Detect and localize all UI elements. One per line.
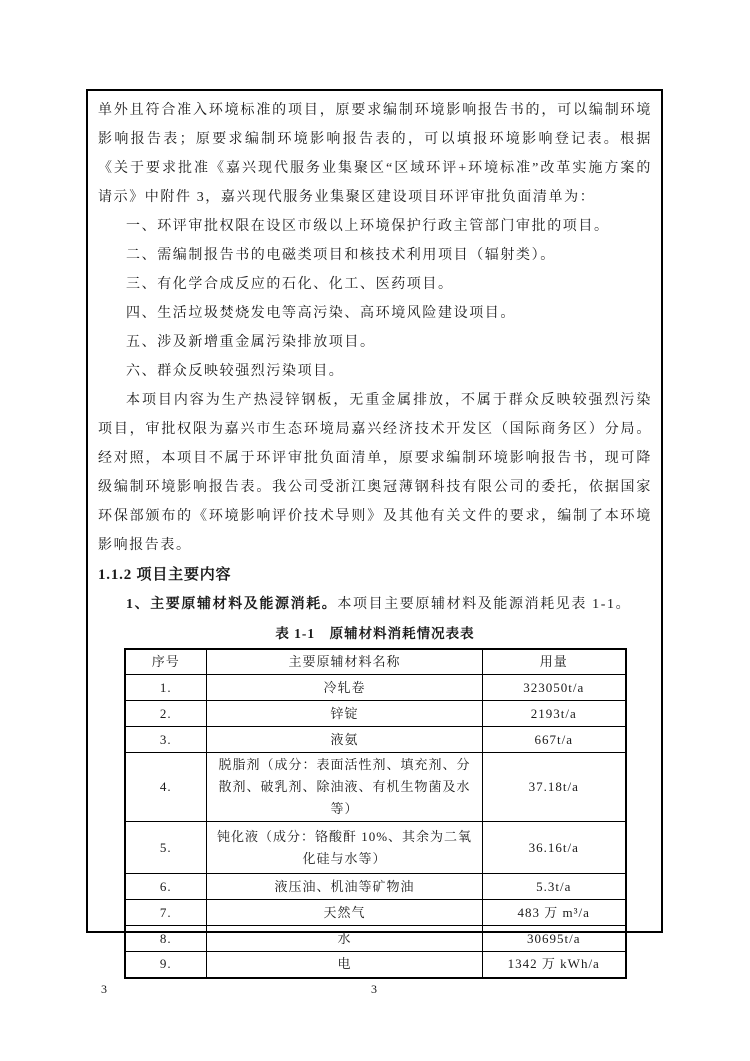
cell-amount: 5.3t/a <box>483 874 626 900</box>
header-cell-serial: 序号 <box>125 649 207 675</box>
cell-amount: 323050t/a <box>483 675 626 701</box>
cell-amount: 1342 万 kWh/a <box>483 952 626 978</box>
table-header-row <box>125 649 626 675</box>
cell-serial: 8. <box>125 926 207 952</box>
cell-material-name: 水 <box>207 926 483 952</box>
cell-material-name: 液氨 <box>207 727 483 753</box>
table-caption: 表 1-1 原辅材料消耗情况表表 <box>275 626 475 641</box>
header-cell-material-name: 主要原辅材料名称 <box>207 649 483 675</box>
page-number-left: 3 <box>101 982 107 996</box>
paragraph-project: 本项目内容为生产热浸锌钢板，无重金属排放，不属于群众反映较强烈污染项目，审批权限为嘉兴市生态环境局嘉兴经济技术开发区（国际商务区）分局。经对照，本项目不属于环评审批负面清单，原要求编制环境影响报告书，现可降级编制环境影响报告表。我公司受浙江奥冠薄钢科技有限公司的委托，依据国家环保部颁布的《环境影响评价技术导则》及其他有关文件的要求，编制了本环境影响报告表。 <box>98 393 652 553</box>
negative-list-item-1: 一、环评审批权限在设区市级以上环境保护行政主管部门审批的项目。 <box>126 219 610 234</box>
cell-serial: 5. <box>125 822 207 874</box>
table-row <box>125 874 626 900</box>
section-heading: 1.1.2 项目主要内容 <box>98 567 232 583</box>
table-row <box>125 900 626 926</box>
document-border-box <box>86 89 663 972</box>
cell-serial: 9. <box>125 952 207 978</box>
cell-amount: 37.18t/a <box>483 753 626 822</box>
negative-list-item-5: 五、涉及新增重金属污染排放项目。 <box>126 335 376 350</box>
negative-list-item-3: 三、有化学合成反应的石化、化工、医药项目。 <box>126 277 454 292</box>
subsection-line <box>98 590 652 619</box>
cell-serial: 2. <box>125 701 207 727</box>
cell-amount: 667t/a <box>483 727 626 753</box>
cell-serial: 3. <box>125 727 207 753</box>
cell-serial: 6. <box>125 874 207 900</box>
cell-serial: 1. <box>125 675 207 701</box>
cell-material-name: 冷轧卷 <box>207 675 483 701</box>
table-row <box>125 675 626 701</box>
page-number-center: 3 <box>371 982 377 996</box>
cell-serial: 7. <box>125 900 207 926</box>
subsection-bold-lead: 1、主要原辅材料及能源消耗。 <box>126 597 338 612</box>
cell-material-name: 电 <box>207 952 483 978</box>
cell-amount: 2193t/a <box>483 701 626 727</box>
materials-table <box>124 648 627 979</box>
cell-amount: 30695t/a <box>483 926 626 952</box>
cell-serial: 4. <box>125 753 207 822</box>
table-row <box>125 952 626 978</box>
table-row <box>125 727 626 753</box>
cell-amount: 483 万 m³/a <box>483 900 626 926</box>
cell-material-name: 锌锭 <box>207 701 483 727</box>
negative-list-item-2: 二、需编制报告书的电磁类项目和核技术利用项目（辐射类）。 <box>126 248 556 263</box>
table-row <box>125 753 626 822</box>
cell-material-name: 钝化液（成分：铬酸酐 10%、其余为二氧化硅与水等） <box>207 822 483 874</box>
cell-amount: 36.16t/a <box>483 822 626 874</box>
header-cell-amount: 用量 <box>483 649 626 675</box>
cell-material-name: 脱脂剂（成分：表面活性剂、填充剂、分散剂、破乳剂、除油液、有机生物菌及水等） <box>207 753 483 822</box>
cell-material-name: 天然气 <box>207 900 483 926</box>
table-row <box>125 701 626 727</box>
negative-list-item-4: 四、生活垃圾焚烧发电等高污染、高环境风险建设项目。 <box>126 306 516 321</box>
paragraph-continuation: 单外且符合准入环境标准的项目，原要求编制环境影响报告书的，可以编制环境影响报告表；原要求编制环境影响报告表的，可以填报环境影响登记表。根据《关于要求批准《嘉兴现代服务业集聚区“区域环评+环境标准”改革实施方案的请示》中附件 3，嘉兴现代服务业集聚区建设项目环评审批负面清单为： <box>98 103 652 205</box>
negative-list-item-6: 六、群众反映较强烈污染项目。 <box>126 364 345 379</box>
table-row <box>125 822 626 874</box>
subsection-text: 本项目主要原辅材料及能源消耗见表 1-1。 <box>337 597 632 612</box>
table-row <box>125 926 626 952</box>
cell-material-name: 液压油、机油等矿物油 <box>207 874 483 900</box>
